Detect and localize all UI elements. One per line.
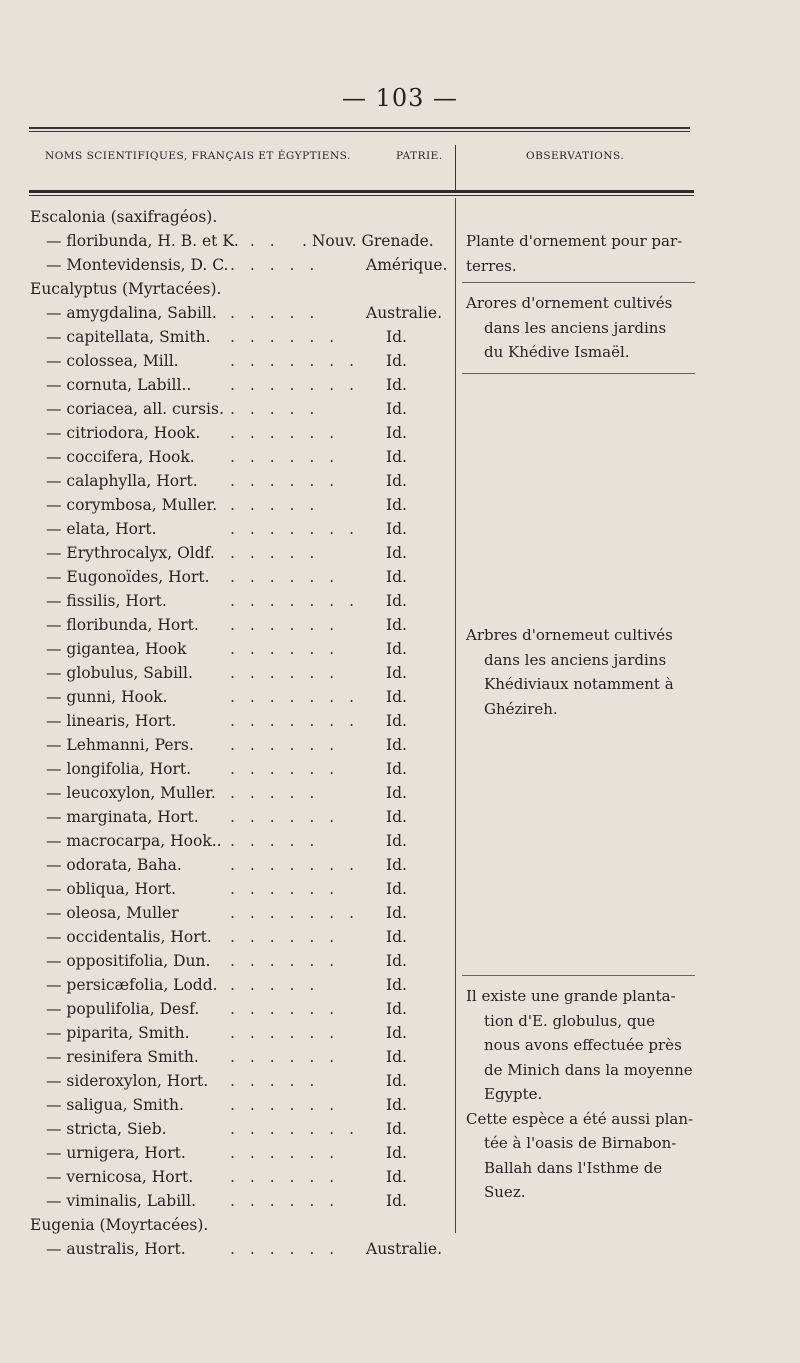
species-name: — globulus, Sabill.: [46, 664, 193, 682]
patrie-value: Id.: [386, 544, 407, 562]
patrie-value: Id.: [386, 520, 407, 538]
header-rule-thin: [29, 195, 694, 196]
patrie-value: Id.: [386, 448, 407, 466]
species-name: — floribunda, H. B. et K.: [46, 232, 239, 250]
leader-dots: . . . . . .: [230, 1096, 340, 1114]
leader-dots: . . . . . .: [230, 568, 340, 586]
species-name: — sideroxylon, Hort.: [46, 1072, 209, 1090]
patrie-value: Id.: [386, 688, 407, 706]
observation-line: tée à l'oasis de Birnabon-: [484, 1134, 677, 1152]
patrie-value: Id.: [386, 976, 407, 994]
leader-dots: . . . . . .: [230, 328, 340, 346]
patrie-value: Id.: [386, 1048, 407, 1066]
species-name: — gunni, Hook.: [46, 688, 168, 706]
species-name: — odorata, Baha.: [46, 856, 182, 874]
species-name: Eugenia (Moyrtacées).: [30, 1216, 209, 1234]
leader-dots: . . . . . .: [230, 1192, 340, 1210]
patrie-value: Id.: [386, 1072, 407, 1090]
patrie-value: . Nouv. Grenade.: [302, 232, 434, 250]
patrie-value: Id.: [386, 1000, 407, 1018]
patrie-value: Id.: [386, 880, 407, 898]
observation-line: nous avons effectuée près: [484, 1036, 682, 1054]
observation-rule: [462, 373, 695, 374]
species-name: — saligua, Smith.: [46, 1096, 184, 1114]
patrie-value: Id.: [386, 784, 407, 802]
observation-2: [466, 291, 698, 365]
leader-dots: . . . . .: [230, 976, 320, 994]
species-name: — coccifera, Hook.: [46, 448, 195, 466]
species-name: — linearis, Hort.: [46, 712, 177, 730]
patrie-value: Id.: [386, 1168, 407, 1186]
leader-dots: . . . . . .: [230, 616, 340, 634]
observation-line: Suez.: [484, 1183, 526, 1201]
species-name: — Erythrocalyx, Oldf.: [46, 544, 215, 562]
observation-line: Ballah dans l'Isthme de: [484, 1158, 663, 1177]
observation-4: [466, 984, 698, 1205]
leader-dots: . . . . . . .: [230, 904, 360, 922]
header-column-divider: [455, 145, 456, 190]
leader-dots: . . . . . .: [230, 808, 340, 826]
header-rule: [29, 190, 694, 193]
species-name: — colossea, Mill.: [46, 352, 179, 370]
leader-dots: . . . . .: [230, 832, 320, 850]
patrie-value: Id.: [386, 640, 407, 658]
leader-dots: . . .: [230, 232, 280, 250]
species-name: — corymbosa, Muller.: [46, 496, 218, 514]
species-name: — populifolia, Desf.: [46, 1000, 200, 1018]
species-name: Escalonia (saxifragéos).: [30, 208, 218, 226]
patrie-value: Id.: [386, 352, 407, 370]
table-header: [0, 150, 800, 170]
leader-dots: . . . . . .: [230, 928, 340, 946]
leader-dots: . . . . .: [230, 256, 320, 274]
species-name: — obliqua, Hort.: [46, 880, 177, 898]
species-name: — oppositifolia, Dun.: [46, 952, 211, 970]
leader-dots: . . . . . . .: [230, 352, 360, 370]
leader-dots: . . . . . .: [230, 424, 340, 442]
observation-line: dans les anciens jardins: [484, 650, 667, 669]
patrie-value: Amérique.: [366, 256, 448, 274]
patrie-value: Id.: [386, 568, 407, 586]
observation-line: terres.: [466, 256, 517, 275]
species-name: — viminalis, Labill.: [46, 1192, 196, 1210]
species-name: — gigantea, Hook: [46, 640, 187, 658]
species-name: — Eugonoïdes, Hort.: [46, 568, 210, 586]
leader-dots: . . . . . .: [230, 448, 340, 466]
species-name: — vernicosa, Hort.: [46, 1168, 194, 1186]
species-name: — coriacea, all. cursis.: [46, 400, 224, 418]
leader-dots: . . . . . .: [230, 1024, 340, 1042]
patrie-value: Id.: [386, 592, 407, 610]
patrie-value: Id.: [386, 1192, 407, 1210]
observation-line: Ghézireh.: [484, 699, 558, 718]
species-name: — stricta, Sieb.: [46, 1120, 167, 1138]
species-name: — urnigera, Hort.: [46, 1144, 186, 1162]
leader-dots: . . . . . .: [230, 664, 340, 682]
leader-dots: . . . . . . .: [230, 712, 360, 730]
patrie-value: Id.: [386, 712, 407, 730]
leader-dots: . . . . . .: [230, 736, 340, 754]
leader-dots: . . . . . .: [230, 1000, 340, 1018]
leader-dots: . . . . .: [230, 304, 320, 322]
patrie-value: Id.: [386, 664, 407, 682]
leader-dots: . . . . . .: [230, 1048, 340, 1066]
patrie-value: Id.: [386, 952, 407, 970]
header-patrie: PATRIE.: [396, 150, 443, 162]
patrie-value: Id.: [386, 400, 407, 418]
observation-line: Cette espèce a été aussi plan-: [466, 1109, 694, 1128]
observation-line: tion d'E. globulus, que: [484, 1011, 656, 1030]
leader-dots: . . . . .: [230, 784, 320, 802]
species-name: — persicæfolia, Lodd.: [46, 976, 218, 994]
patrie-value: Id.: [386, 760, 407, 778]
patrie-value: Id.: [386, 808, 407, 826]
species-name: — Montevidensis, D. C.: [46, 256, 229, 274]
leader-dots: . . . . . .: [230, 472, 340, 490]
leader-dots: . . . . . . .: [230, 592, 360, 610]
patrie-value: Id.: [386, 376, 407, 394]
species-name: — longifolia, Hort.: [46, 760, 192, 778]
species-name: — fissilis, Hort.: [46, 592, 167, 610]
species-name: — cornuta, Labill..: [46, 376, 192, 394]
leader-dots: . . . . . . .: [230, 856, 360, 874]
patrie-value: Id.: [386, 616, 407, 634]
patrie-value: Id.: [386, 496, 407, 514]
patrie-value: Id.: [386, 736, 407, 754]
observation-3: [466, 623, 698, 721]
patrie-value: Id.: [386, 1120, 407, 1138]
observation-line: du Khédive Ismaël.: [484, 343, 630, 361]
species-name: — floribunda, Hort.: [46, 616, 199, 634]
species-name: — capitellata, Smith.: [46, 328, 211, 346]
leader-dots: . . . . . .: [230, 1144, 340, 1162]
leader-dots: . . . . . .: [230, 1240, 340, 1258]
species-name: — calaphylla, Hort.: [46, 472, 198, 490]
leader-dots: . . . . . .: [230, 640, 340, 658]
species-name: — oleosa, Muller: [46, 904, 179, 922]
header-observations: OBSERVATIONS.: [526, 150, 625, 162]
observation-line: Egypte.: [484, 1085, 543, 1103]
species-name: — elata, Hort.: [46, 520, 157, 538]
leader-dots: . . . . . .: [230, 880, 340, 898]
observation-1: [466, 229, 698, 278]
species-name: — amygdalina, Sabill.: [46, 304, 217, 322]
species-name: — marginata, Hort.: [46, 808, 199, 826]
leader-dots: . . . . .: [230, 400, 320, 418]
column-divider: [455, 198, 456, 1233]
patrie-value: Id.: [386, 1024, 407, 1042]
observation-rule: [462, 975, 695, 976]
leader-dots: . . . . . . .: [230, 688, 360, 706]
observation-line: dans les anciens jardins: [484, 318, 667, 337]
species-name: — macrocarpa, Hook..: [46, 832, 222, 850]
species-name: — citriodora, Hook.: [46, 424, 201, 442]
patrie-value: Australie.: [366, 304, 443, 322]
leader-dots: . . . . .: [230, 1072, 320, 1090]
leader-dots: . . . . . .: [230, 760, 340, 778]
leader-dots: . . . . . . .: [230, 1120, 360, 1138]
observation-line: Il existe une grande planta-: [466, 987, 676, 1005]
leader-dots: . . . . .: [230, 496, 320, 514]
leader-dots: . . . . . . .: [230, 376, 360, 394]
patrie-value: Id.: [386, 928, 407, 946]
patrie-value: Id.: [386, 832, 407, 850]
species-name: — leucoxylon, Muller.: [46, 784, 216, 802]
species-name: — australis, Hort.: [46, 1240, 186, 1258]
species-name: — occidentalis, Hort.: [46, 928, 212, 946]
top-rule: [29, 127, 690, 129]
species-name: — resinifera Smith.: [46, 1048, 199, 1066]
observation-line: Arores d'ornement cultivés: [466, 294, 673, 312]
patrie-value: Australie.: [366, 1240, 443, 1258]
leader-dots: . . . . . .: [230, 1168, 340, 1186]
patrie-value: Id.: [386, 1144, 407, 1162]
leader-dots: . . . . . . .: [230, 520, 360, 538]
patrie-value: Id.: [386, 904, 407, 922]
header-names: NOMS SCIENTIFIQUES, FRANÇAIS ET ÉGYPTIENS.: [45, 150, 351, 162]
patrie-value: Id.: [386, 856, 407, 874]
species-name: — piparita, Smith.: [46, 1024, 190, 1042]
observation-line: Plante d'ornement pour par-: [466, 232, 683, 250]
patrie-value: Id.: [386, 424, 407, 442]
observation-line: Arbres d'ornemeut cultivés: [466, 626, 673, 644]
patrie-value: Id.: [386, 1096, 407, 1114]
observation-line: Khédiviaux notamment à: [484, 675, 674, 693]
observation-rule: [462, 282, 695, 283]
patrie-value: Id.: [386, 328, 407, 346]
leader-dots: . . . . . .: [230, 952, 340, 970]
top-rule-thin: [29, 131, 690, 132]
species-name: — Lehmanni, Pers.: [46, 736, 194, 754]
observation-line: de Minich dans la moyenne: [484, 1060, 693, 1079]
patrie-value: Id.: [386, 472, 407, 490]
page-number: — 103 —: [341, 84, 459, 112]
leader-dots: . . . . .: [230, 544, 320, 562]
species-name: Eucalyptus (Myrtacées).: [30, 280, 222, 298]
